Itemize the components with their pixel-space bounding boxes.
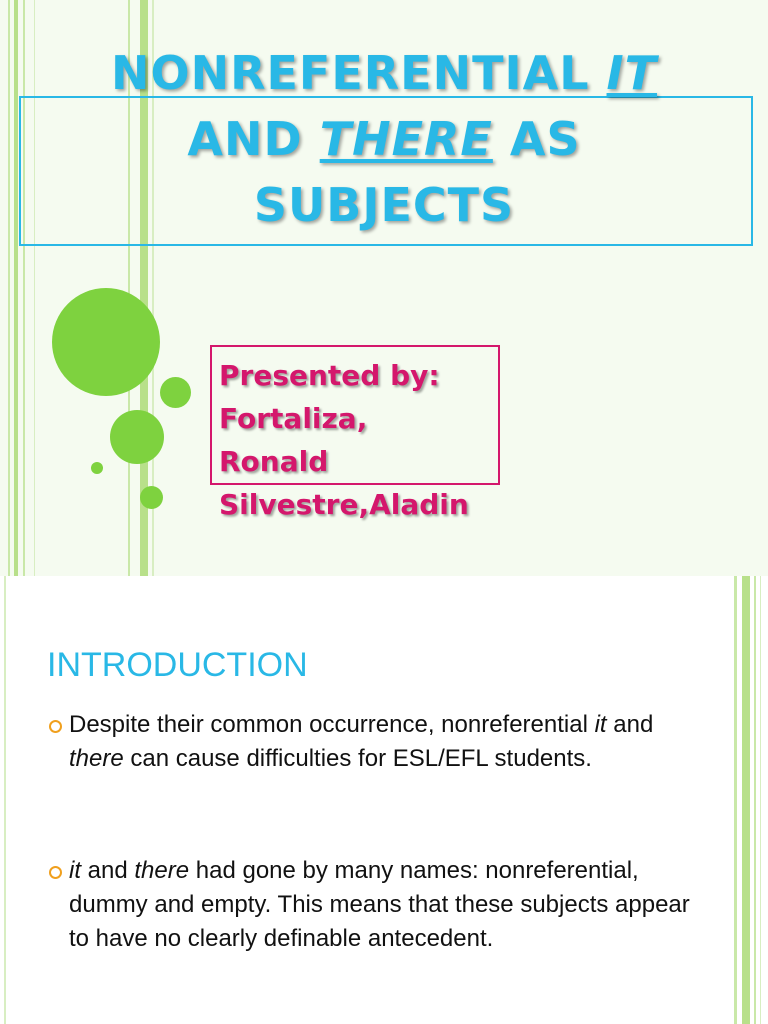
circle-bullet-icon xyxy=(49,720,62,733)
introduction-slide xyxy=(0,576,768,1024)
small-green-circle xyxy=(160,377,191,408)
decorative-stripe xyxy=(742,576,750,1024)
presenter-name: Fortaliza, xyxy=(219,402,368,435)
slide-title xyxy=(0,40,768,238)
section-heading: INTRODUCTION xyxy=(47,646,308,684)
title-line-3: SUBJECTS xyxy=(253,178,515,232)
bullet-text: it and there had gone by many names: nonreferential, dummy and empty. This means that these subjects appear to have no clearly definable antecedent. xyxy=(69,857,690,952)
presenter-heading: Presented by: xyxy=(219,359,440,392)
presenter-list xyxy=(219,354,469,526)
decorative-stripe xyxy=(734,576,737,1024)
bullet-item xyxy=(49,854,709,956)
decorative-stripe xyxy=(4,576,6,1024)
title-line-2: AND THERE AS xyxy=(187,112,581,166)
medium-green-circle xyxy=(110,410,164,464)
large-green-circle xyxy=(52,288,160,396)
presenter-name: Silvestre,Aladin xyxy=(219,488,469,521)
small-green-circle-2 xyxy=(140,486,163,509)
bullet-item xyxy=(49,708,709,776)
decorative-stripe xyxy=(760,576,761,1024)
decorative-stripe xyxy=(754,576,756,1024)
tiny-green-circle xyxy=(91,462,103,474)
circle-bullet-icon xyxy=(49,866,62,879)
presenter-name: Ronald xyxy=(219,445,329,478)
title-line-1: NONREFERENTIAL IT xyxy=(110,46,658,100)
bullet-text: Despite their common occurrence, nonreferential it and there can cause difficulties for ESL/EFL students. xyxy=(69,711,654,772)
